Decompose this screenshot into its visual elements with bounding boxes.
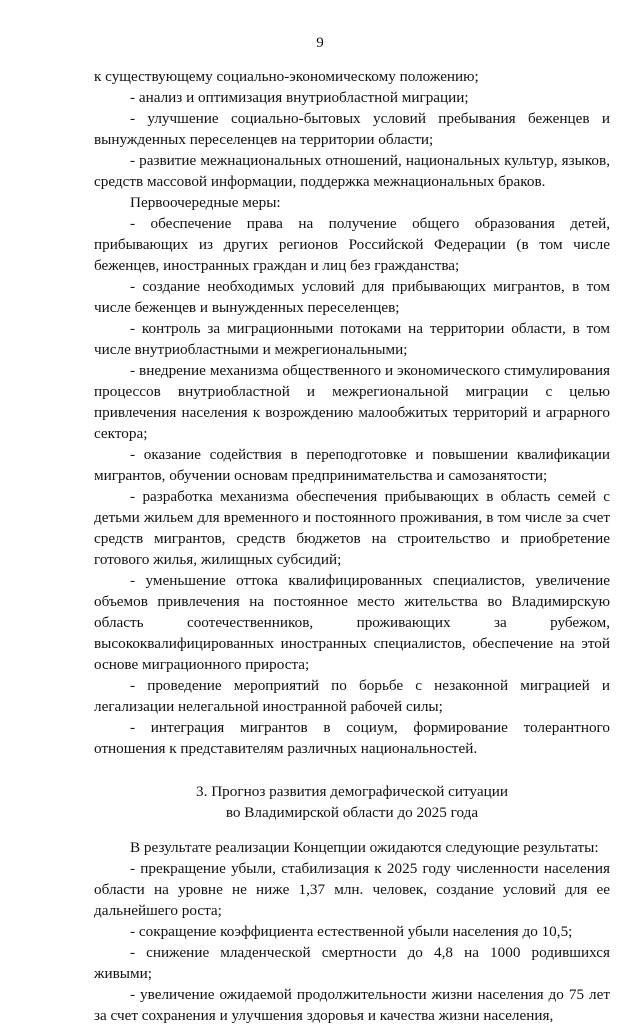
paragraph: - улучшение социально-бытовых условий пребывания беженцев и вынужденных переселенцев на территории области;	[94, 110, 610, 148]
document-body	[94, 66, 610, 1026]
paragraph: - анализ и оптимизация внутриобластной миграции;	[130, 89, 469, 106]
paragraph: - интеграция мигрантов в социум, формирование толерантного отношения к представителям различных национальностей.	[94, 719, 610, 757]
paragraph: - оказание содействия в переподготовке и повышении квалификации мигрантов, обучении основам предпринимательства и самозанятости;	[94, 446, 610, 484]
paragraph: В результате реализации Концепции ожидаются следующие результаты:	[130, 839, 599, 856]
paragraph: Первоочередные меры:	[130, 194, 281, 211]
page-number: 9	[316, 35, 324, 51]
paragraph: - проведение мероприятий по борьбе с незаконной миграцией и легализации нелегальной иностранной рабочей силы;	[94, 677, 610, 715]
paragraph: - прекращение убыли, стабилизация к 2025 году численности населения области на уровне не ниже 1,37 млн. человек, создание условий для ее дальнейшего роста;	[94, 860, 610, 919]
paragraph: - сокращение коэффициента естественной убыли населения до 10,5;	[130, 923, 573, 940]
paragraph: - создание необходимых условий для прибывающих мигрантов, в том числе беженцев и вынужденных переселенцев;	[94, 278, 610, 316]
paragraph: к существующему социально-экономическому положению;	[94, 68, 479, 85]
section-heading	[94, 781, 610, 823]
paragraph: - увеличение ожидаемой продолжительности жизни населения до 75 лет за счет сохранения и улучшения здоровья и качества жизни населения,	[94, 986, 610, 1024]
paragraph: - разработка механизма обеспечения прибывающих в область семей с детьми жильем для временного и постоянного проживания, в том числе за счет средств мигрантов, средств бюджетов на строительство и приобретение готового жилья, жилищных субсидий;	[94, 488, 610, 568]
paragraph: - развитие межнациональных отношений, национальных культур, языков, средств массовой информации, поддержка межнациональных браков.	[94, 152, 610, 190]
section-heading-line: 3. Прогноз развития демографической ситуации	[196, 783, 508, 800]
paragraph: - обеспечение права на получение общего образования детей, прибывающих из других регионов Российской Федерации (в том числе беженцев, иностранных граждан и лиц без гражданства;	[94, 215, 610, 274]
paragraph: - уменьшение оттока квалифицированных специалистов, увеличение объемов привлечения на постоянное место жительства во Владимирскую область соотечественников, проживающих за рубежом, высококвалифицированных иностранных специалистов, обеспечение на этой основе миграционного прироста;	[94, 572, 610, 673]
paragraph: - контроль за миграционными потоками на территории области, в том числе внутриобластными и межрегиональными;	[94, 320, 610, 358]
paragraph: - снижение младенческой смертности до 4,8 на 1000 родившихся живыми;	[94, 944, 610, 982]
paragraph: - внедрение механизма общественного и экономического стимулирования процессов внутриобластной и межрегиональной миграции с целью привлечения населения к возрождению малообжитых территорий и аграрного сектора;	[94, 362, 610, 442]
section-heading-line: во Владимирской области до 2025 года	[225, 804, 479, 821]
